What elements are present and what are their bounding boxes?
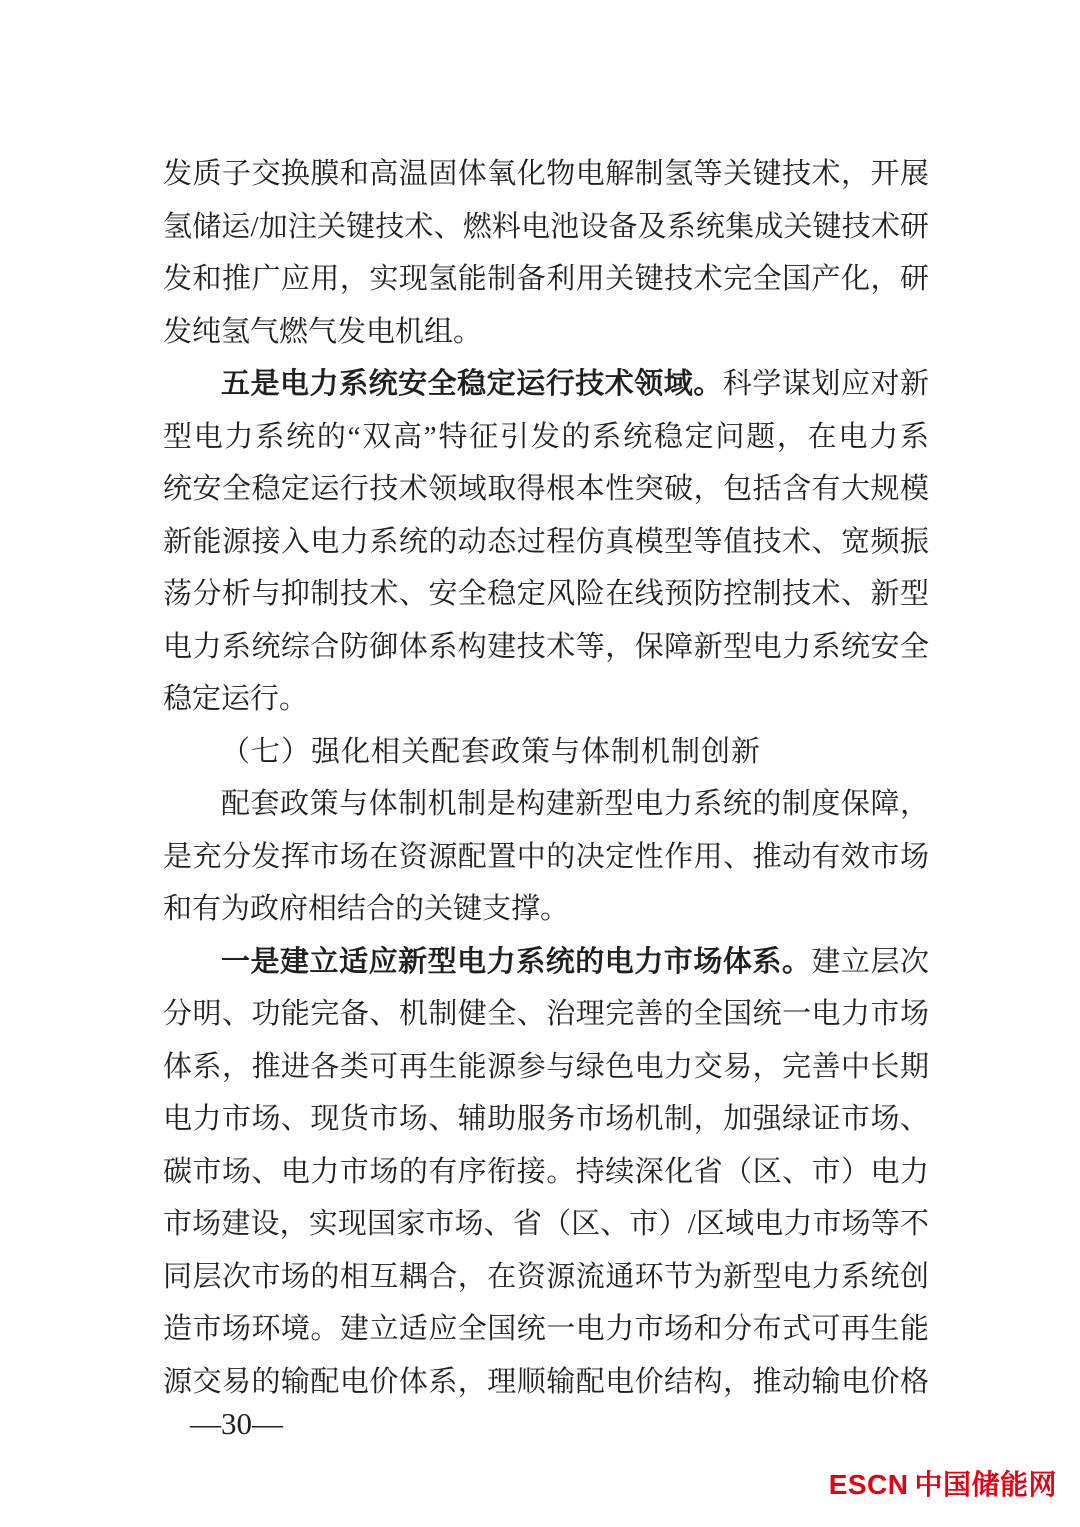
text-line [163,988,929,1041]
text-segment: 源交易的输配电价体系，理顺输配电价结构，推动输电价格 [163,1365,929,1398]
text-segment: 体系，推进各类可再生能源参与绿色电力交易，完善中长期 [163,1050,929,1083]
text-segment: 电力市场、现货市场、辅助服务市场机制，加强绿证市场、 [163,1103,929,1135]
text-segment-emphasis: 五是电力系统安全稳定运行技术领域。 [221,368,723,400]
text-line [163,778,929,831]
escn-logo-latin: ESCN [828,1469,909,1500]
text-segment: 电力系统综合防御体系构建技术等，保障新型电力系统安全 [163,630,929,663]
text-segment: 发和推广应用，实现氢能制备利用关键技术完全国产化，研 [163,263,929,295]
text-line [163,883,929,936]
text-line [163,1198,929,1251]
text-line [163,621,929,674]
escn-logo-chinese: 中国储能网 [914,1469,1057,1500]
escn-logo [829,1468,1057,1502]
text-line [163,1251,929,1304]
text-segment-emphasis: 一是建立适应新型电力系统的电力市场体系。 [221,945,812,978]
text-segment: 造市场环境。建立适应全国统一电力市场和分布式可再生能 [163,1313,929,1345]
text-segment: 是充分发挥市场在资源配置中的决定性作用、推动有效市场 [163,840,929,873]
text-line [163,463,929,516]
text-segment: 同层次市场的相互耦合，在资源流通环节为新型电力系统创 [163,1260,929,1293]
text-segment: 配套政策与体制机制是构建新型电力系统的制度保障， [221,788,929,820]
text-line [163,201,929,254]
text-segment: 分明、功能完备、机制健全、治理完善的全国统一电力市场 [163,998,929,1030]
text-segment: 和有为政府相结合的关键支撑。 [163,893,570,925]
text-segment: 市场建设，实现国家市场、省（区、市）/区域电力市场等不 [163,1208,929,1240]
text-segment: 发纯氢气燃气发电机组。 [163,315,483,348]
text-segment: 统安全稳定运行技术领域取得根本性突破，包括含有大规模 [163,473,929,505]
text-line [163,568,929,621]
text-segment: 建立层次 [811,945,929,978]
section-heading [163,726,929,779]
text-line [163,673,929,726]
text-line [163,1041,929,1094]
text-line [163,306,929,359]
text-line [163,358,929,411]
text-line [163,1303,929,1356]
page-number: —30— [190,1406,283,1441]
text-line [163,411,929,464]
text-line [163,253,929,306]
text-segment: 新能源接入电力系统的动态过程仿真模型等值技术、宽频振 [163,525,929,558]
text-line [163,1146,929,1199]
text-line [163,148,929,201]
text-segment: 荡分析与抑制技术、安全稳定风险在线预防控制技术、新型 [163,578,929,610]
text-line [163,1356,929,1409]
text-line [163,831,929,884]
document-body [163,148,929,1408]
text-segment: 发质子交换膜和高温固体氧化物电解制氢等关键技术，开展 [163,158,929,190]
text-line [163,1093,929,1146]
text-line [163,936,929,989]
text-line [163,516,929,569]
text-segment: 氢储运/加注关键技术、燃料电池设备及系统集成关键技术研 [163,210,929,243]
text-segment: （七）强化相关配套政策与体制机制创新 [221,735,762,768]
text-segment: 碳市场、电力市场的有序衔接。持续深化省（区、市）电力 [163,1155,929,1188]
text-segment: 科学谋划应对新 [722,368,929,400]
text-segment: 稳定运行。 [163,683,309,715]
text-segment: 型电力系统的“双高”特征引发的系统稳定问题，在电力系 [163,420,929,453]
